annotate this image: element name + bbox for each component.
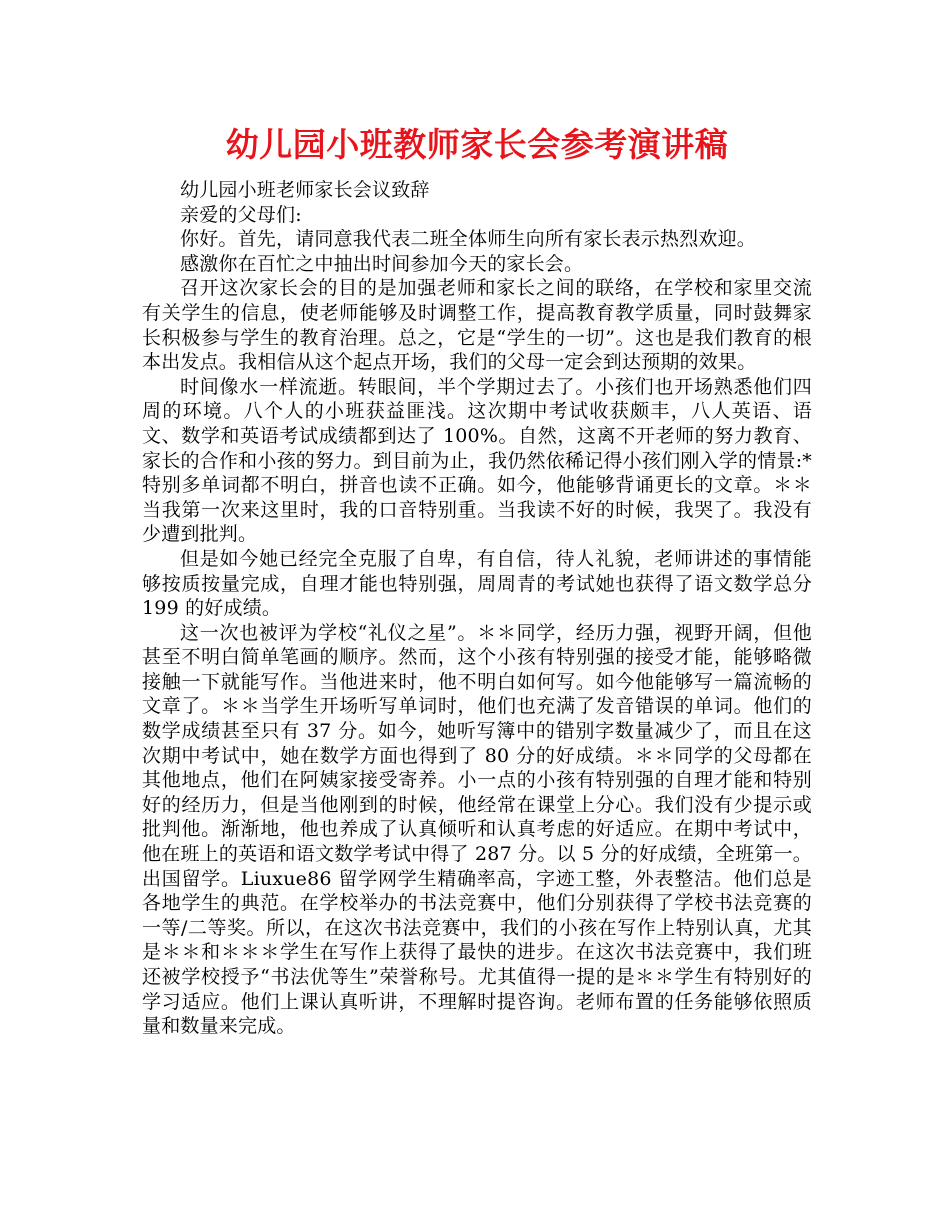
paragraph-thanks: 感激你在百忙之中抽出时间参加今天的家长会。 bbox=[180, 252, 584, 275]
paragraph-heading: 幼儿园小班老师家长会议致辞 bbox=[180, 179, 430, 201]
paragraph-welcome: 你好。首先，请同意我代表二班全体师生向所有家长表示热烈欢迎。 bbox=[180, 228, 757, 251]
paragraph-confidence: 但是如今她已经完全克服了自卑，有自信，待人礼貌，老师讲述的事情能够按质按量完成，自理才能也特别强，周周青的考试她也获得了语文数学总分 199 的好成绩。 bbox=[142, 547, 812, 620]
paragraph-salutation: 亲爱的父母们: bbox=[180, 203, 302, 226]
paragraph-achievements: 这一次也被评为学校“礼仪之星”。＊＊同学，经历力强，视野开阔，但他甚至不明白简单笔画的顺序。然而，这个小孩有特别强的接受才能，能够略微接触一下就能写作。当他进来时，他不明白如何写。如今他能够写一篇流畅的文章了。＊＊当学生开场听写单词时，他们也充满了发音错误的单词。他们的数学成绩甚至只有 37 分。如今，她听写簿中的错别字数量减少了，而且在这次期中考试中，她在数学方面也得到了 80 分的好成绩。＊＊同学的父母都在其他地点，他们在阿姨家接受寄养。小一点的小孩有特别强的自理才能和特别好的经历力，但是当他刚到的时候，他经常在课堂上分心。我们没有少提示或批判他。渐渐地，他也养成了认真倾听和认真考虑的好适应。在期中考试中，他在班上的英语和语文数学考试中得了 287 分。以 5 分的好成绩，全班第一。出国留学。Liuxue86 留学网学生精确率高，字迹工整，外表整洁。他们总是各地学生的典范。在学校举办的书法竞赛中，他们分别获得了学校书法竞赛的一等/二等奖。所以，在这次书法竞赛中，我们的小孩在写作上特别认真，尤其是＊＊和＊＊＊学生在写作上获得了最快的进步。在这次书法竞赛中，我们班还被学校授予“书法优等生”荣誉称号。尤其值得一提的是＊＊学生有特别好的学习适应。他们上课认真听讲，不理解时提咨询。老师布置的任务能够依照质量和数量来完成。 bbox=[142, 621, 812, 1038]
document-title: 幼儿园小班教师家长会参考演讲稿 bbox=[225, 125, 729, 164]
paragraph-purpose: 召开这次家长会的目的是加强老师和家长之间的联络，在学校和家里交流有关学生的信息，使老师能够及时调整工作，提高教育教学质量，同时鼓舞家长积极参与学生的教育治理。总之，它是“学生的一切”。这也是我们教育的根本出发点。我相信从这个起点开场，我们的父母一定会到达预期的效果。 bbox=[142, 277, 812, 374]
document-page bbox=[142, 118, 812, 1039]
paragraph-progress: 时间像水一样流逝。转眼间，半个学期过去了。小孩们也开场熟悉他们四周的环境。八个人的小班获益匪浅。这次期中考试收获颇丰，八人英语、语文、数学和英语考试成绩都到达了 100%。自然，这离不开老师的努力教育、家长的合作和小孩的努力。到目前为止，我仍然依稀记得小孩们刚入学的情景:*特别多单词都不明白，拼音也读不正确。如今，他能够背诵更长的文章。＊＊当我第一次来这里时，我的口音特别重。当我读不好的时候，我哭了。我没有少遭到批判。 bbox=[142, 375, 812, 546]
